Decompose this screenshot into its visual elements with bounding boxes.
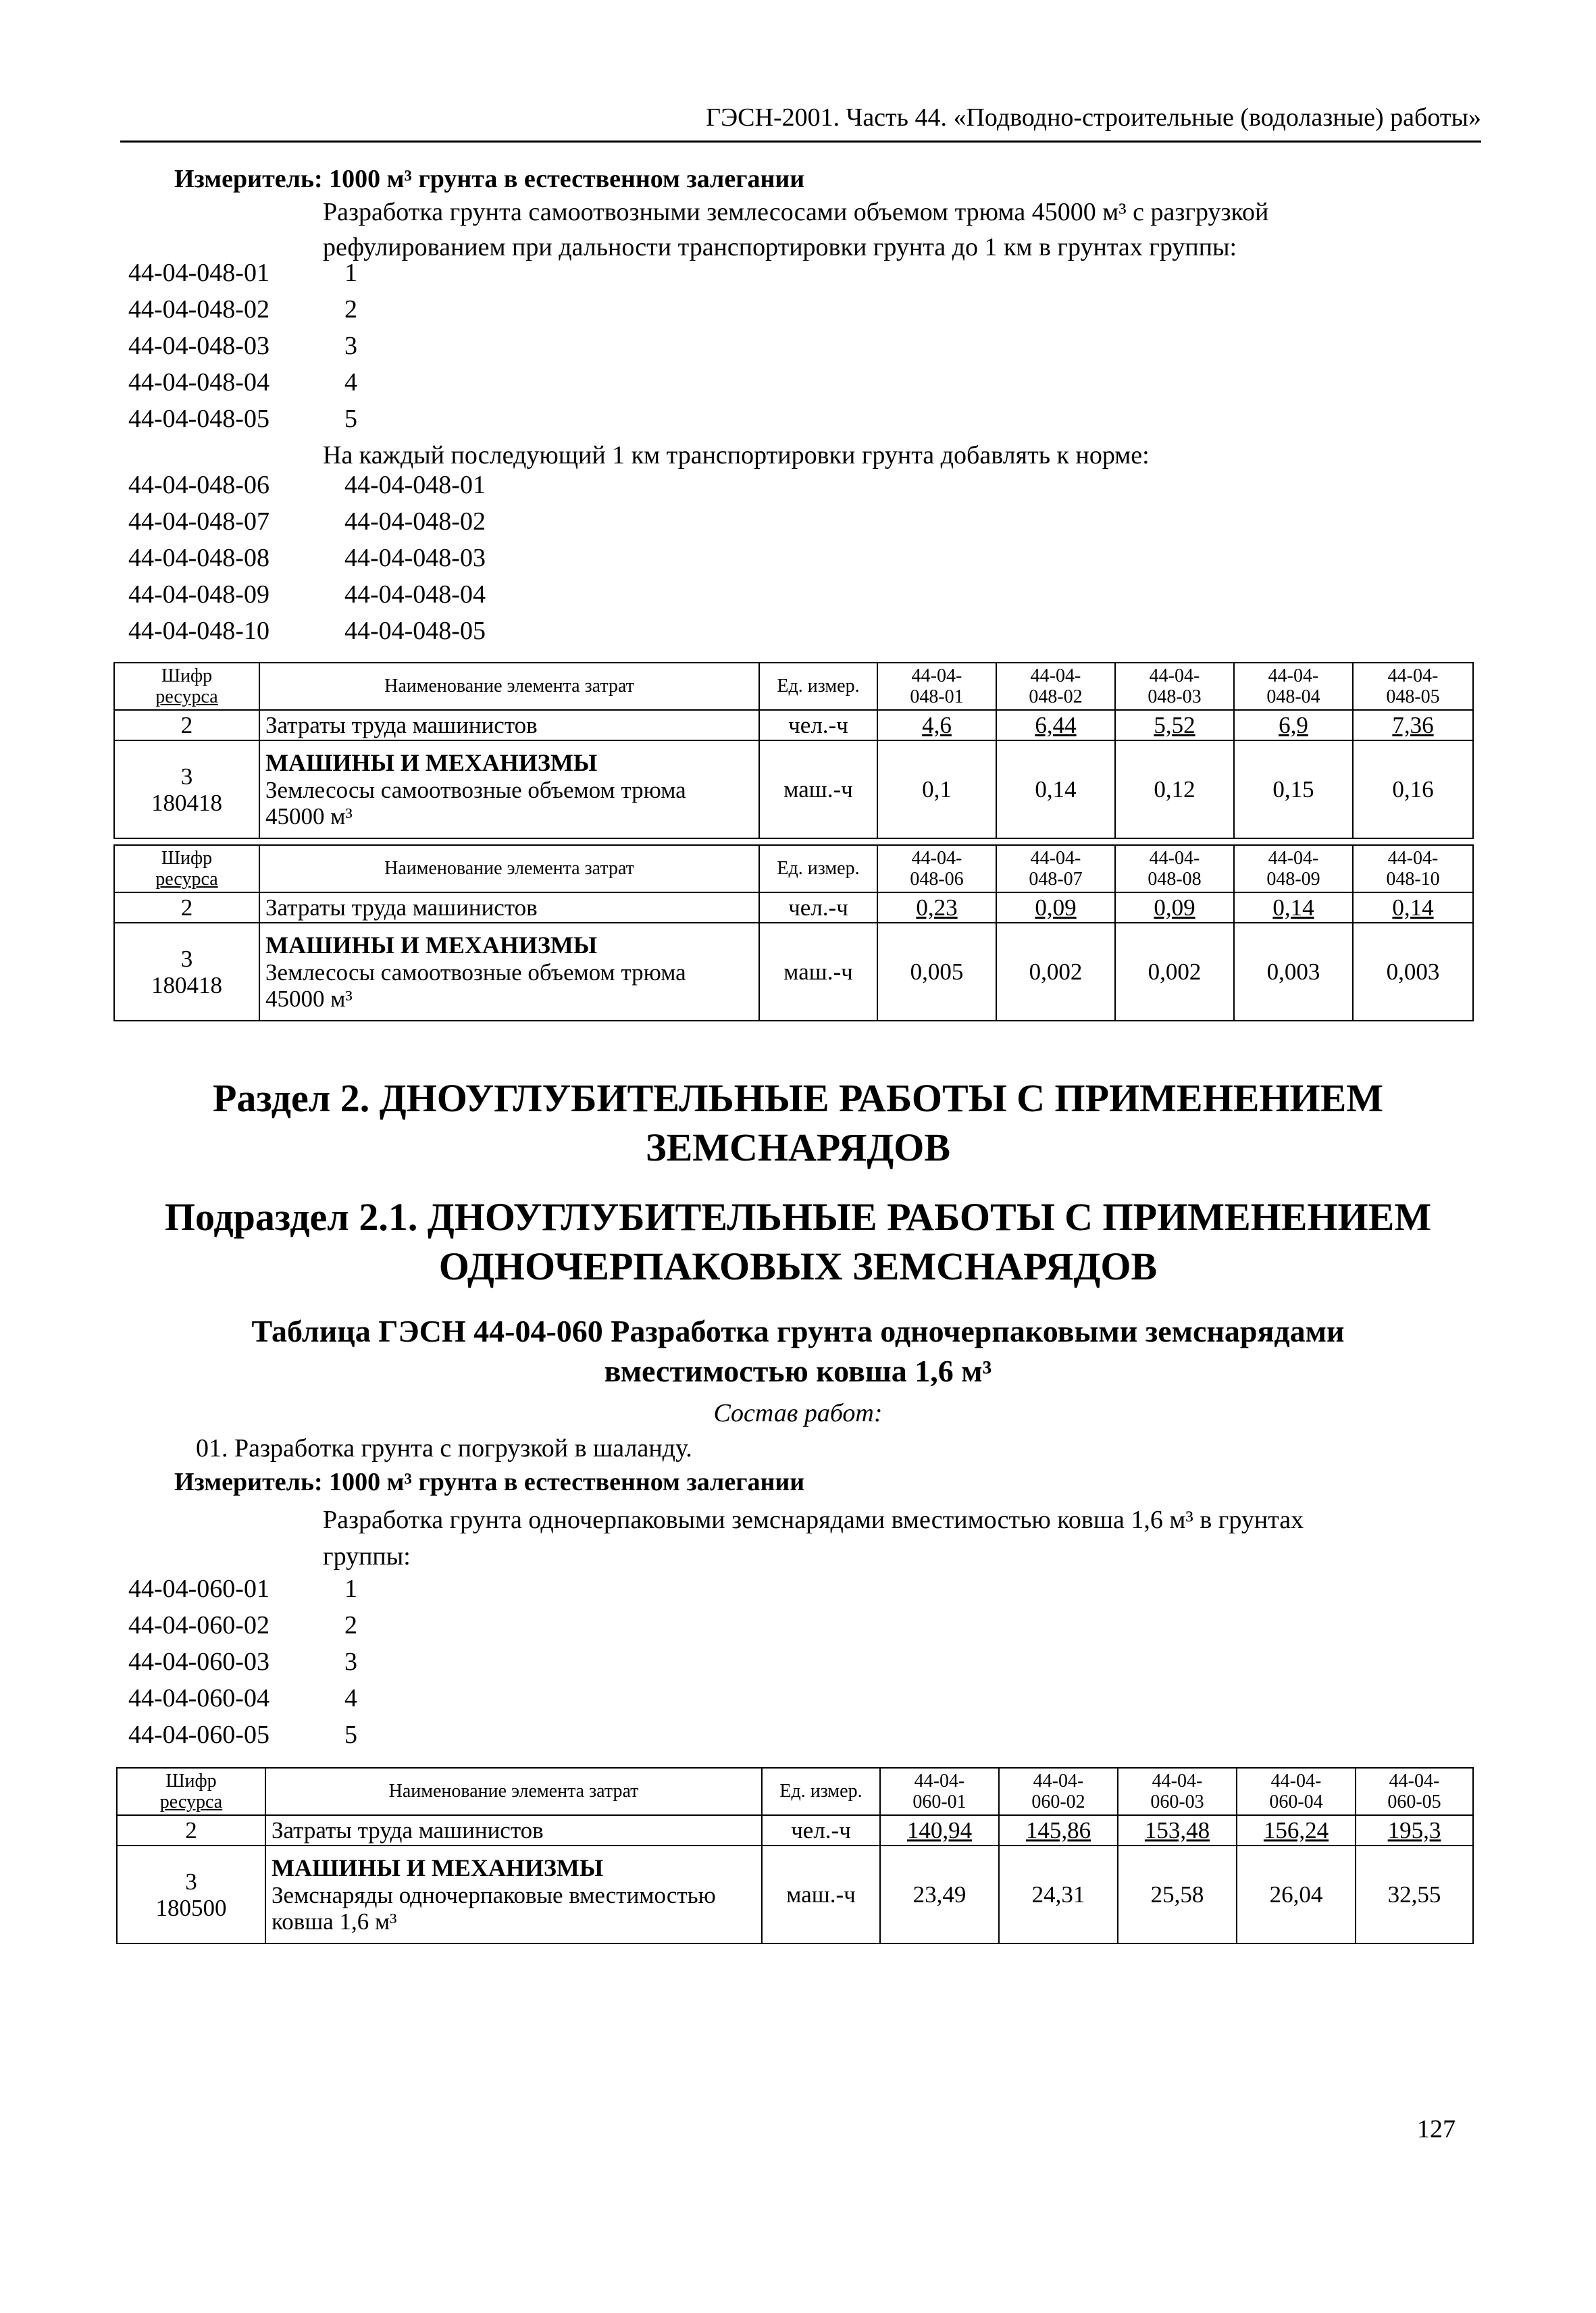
- code-part: 048-05: [1386, 686, 1440, 707]
- value-cell: 32,55: [1356, 1846, 1473, 1943]
- norm-code-header: [1237, 1768, 1356, 1815]
- work-item: 01. Разработка грунта с погрузкой в шаланду.: [196, 1434, 692, 1463]
- value-cell: 195,3: [1356, 1815, 1473, 1846]
- subsection-title-line-1: Подраздел 2.1. ДНОУГЛУБИТЕЛЬНЫЕ РАБОТЫ С ПРИМЕНЕНИЕМ: [164, 1195, 1432, 1239]
- code-part: 048-08: [1148, 869, 1202, 890]
- code-part: 048-07: [1029, 869, 1083, 890]
- name-cell: Затраты труда машинистов: [265, 1815, 762, 1846]
- shifr-header: [114, 845, 259, 892]
- item-name-1: Земснаряды одночерпаковые вместимостью: [272, 1881, 716, 1908]
- code-part: 060-03: [1150, 1791, 1204, 1812]
- value-cell: 0,16: [1353, 740, 1473, 838]
- value-cell: 5,52: [1115, 710, 1234, 740]
- name-cell: [265, 1846, 762, 1943]
- name-cell: [259, 923, 759, 1021]
- norm-table-1: [113, 662, 1474, 839]
- code: 44-04-048-01: [128, 259, 269, 287]
- code-row: [128, 580, 486, 609]
- code-group: 5: [344, 1721, 357, 1749]
- norm-table-2: [113, 844, 1474, 1021]
- norm-code-header: [999, 1768, 1118, 1815]
- code-row: [128, 367, 357, 397]
- shifr-header-2: ресурса: [159, 1791, 223, 1812]
- table-row: [117, 1815, 1473, 1846]
- unit-header: Ед. измер.: [759, 845, 877, 892]
- section-title: [0, 1074, 1596, 1172]
- code-base: 44-04-048-01: [344, 471, 486, 499]
- code-part: 048-03: [1148, 686, 1202, 707]
- measure-heading-1: Измеритель: 1000 м³ грунта в естественном залегании: [174, 165, 805, 193]
- code-row: [128, 1720, 357, 1750]
- shifr-resource: 180418: [151, 789, 222, 816]
- description-line-2: группы:: [323, 1542, 411, 1571]
- shifr-header-1: Шифр: [165, 1770, 217, 1791]
- table-title-line-1: Таблица ГЭСН 44-04-060 Разработка грунта одночерпаковыми земснарядами: [251, 1314, 1345, 1348]
- unit-cell: маш.-ч: [759, 740, 877, 838]
- code-part: 44-04-: [1033, 1770, 1084, 1791]
- value-cell: 156,24: [1237, 1815, 1356, 1846]
- code-part: 44-04-: [911, 665, 962, 686]
- code-row: [128, 1610, 357, 1640]
- code-row: [128, 543, 486, 573]
- shifr-resource: 180500: [155, 1894, 227, 1921]
- code-row: [128, 295, 357, 324]
- code-part: 44-04-: [1030, 665, 1081, 686]
- code-base: 44-04-048-05: [344, 617, 486, 645]
- norm-code-header: [880, 1768, 999, 1815]
- code: 44-04-048-06: [128, 471, 269, 499]
- code-row: [128, 404, 357, 434]
- value-cell: 0,09: [1115, 892, 1234, 923]
- code-part: 44-04-: [1149, 665, 1200, 686]
- norm-table-3: [116, 1767, 1474, 1944]
- code-row: [128, 1647, 357, 1677]
- value-cell: 0,003: [1234, 923, 1353, 1021]
- code-part: 44-04-: [1268, 847, 1319, 869]
- code: 44-04-048-04: [128, 368, 269, 397]
- code-row: [128, 258, 357, 288]
- code-part: 44-04-: [1152, 1770, 1203, 1791]
- value-cell: 0,003: [1353, 923, 1473, 1021]
- value-cell: 0,14: [1234, 892, 1353, 923]
- code: 44-04-048-08: [128, 544, 269, 572]
- unit-header: Ед. измер.: [759, 663, 877, 710]
- description-line-2: рефулированием при дальности транспортировки грунта до 1 км в грунтах группы:: [323, 233, 1237, 261]
- item-name-2: 45000 м³: [265, 985, 353, 1012]
- norm-code-header: [1356, 1768, 1473, 1815]
- code-part: 048-02: [1029, 686, 1083, 707]
- value-cell: 0,005: [877, 923, 996, 1021]
- section-title-line-1: Раздел 2. ДНОУГЛУБИТЕЛЬНЫЕ РАБОТЫ С ПРИМЕНЕНИЕМ: [212, 1076, 1384, 1120]
- item-name-2: 45000 м³: [265, 803, 353, 830]
- shifr-header: [114, 663, 259, 710]
- description-line-1: Разработка грунта самоотвозными землесосами объемом трюма 45000 м³ с разгрузкой: [323, 198, 1269, 226]
- norm-code-header: [1234, 663, 1353, 710]
- measure-heading-2: Измеритель: 1000 м³ грунта в естественном залегании: [174, 1468, 805, 1496]
- shifr-header-2: ресурса: [155, 686, 218, 707]
- code-base: 44-04-048-03: [344, 544, 486, 572]
- value-cell: 153,48: [1118, 1815, 1237, 1846]
- code: 44-04-060-05: [128, 1721, 269, 1749]
- value-cell: 0,14: [996, 740, 1115, 838]
- code: 44-04-060-01: [128, 1575, 269, 1603]
- norm-code-header: [877, 845, 996, 892]
- code-row: [128, 470, 486, 500]
- code-part: 048-01: [910, 686, 964, 707]
- value-cell: 25,58: [1118, 1846, 1237, 1943]
- norm-code-header: [1234, 845, 1353, 892]
- code-part: 44-04-: [1387, 847, 1439, 869]
- item-name-1: Землесосы самоотвозные объемом трюма: [265, 959, 686, 986]
- code-group: 4: [344, 368, 357, 397]
- code-part: 048-09: [1266, 869, 1320, 890]
- shifr-resource: 180418: [151, 971, 222, 998]
- page-number: 127: [1417, 2115, 1456, 2143]
- code-row: [128, 1574, 357, 1604]
- norm-code-header: [1115, 663, 1234, 710]
- value-cell: 7,36: [1353, 710, 1473, 740]
- value-cell: 24,31: [999, 1846, 1118, 1943]
- norm-code-header: [996, 663, 1115, 710]
- code-row: [128, 507, 486, 536]
- code-base: 44-04-048-04: [344, 580, 486, 609]
- value-cell: 0,002: [996, 923, 1115, 1021]
- code-group: 4: [344, 1684, 357, 1712]
- code: 44-04-048-10: [128, 617, 269, 645]
- name-header: Наименование элемента затрат: [265, 1768, 762, 1815]
- machines-heading: МАШИНЫ И МЕХАНИЗМЫ: [265, 749, 598, 777]
- code-part: 44-04-: [1270, 1770, 1322, 1791]
- value-cell: 140,94: [880, 1815, 999, 1846]
- code-part: 44-04-: [1030, 847, 1081, 869]
- value-cell: 0,12: [1115, 740, 1234, 838]
- norm-code-header: [1118, 1768, 1237, 1815]
- value-cell: 26,04: [1237, 1846, 1356, 1943]
- code-part: 44-04-: [914, 1770, 965, 1791]
- machines-heading: МАШИНЫ И МЕХАНИЗМЫ: [272, 1854, 604, 1882]
- table-row: [114, 923, 1473, 1021]
- shifr-group: 3: [185, 1868, 197, 1895]
- norm-code-header: [1115, 845, 1234, 892]
- work-composition-heading: Состав работ:: [713, 1399, 883, 1427]
- value-cell: 0,1: [877, 740, 996, 838]
- value-cell: 6,9: [1234, 710, 1353, 740]
- code-part: 44-04-: [911, 847, 962, 869]
- code: 44-04-060-04: [128, 1684, 269, 1712]
- code: 44-04-048-07: [128, 507, 269, 536]
- value-cell: 0,14: [1353, 892, 1473, 923]
- shifr-cell: [114, 923, 259, 1021]
- code-group: 5: [344, 405, 357, 433]
- code: 44-04-060-03: [128, 1648, 269, 1676]
- unit-header: Ед. измер.: [762, 1768, 880, 1815]
- table-header-row: [114, 845, 1473, 892]
- unit-cell: чел.-ч: [759, 892, 877, 923]
- code: 44-04-048-05: [128, 405, 269, 433]
- name-cell: Затраты труда машинистов: [259, 892, 759, 923]
- value-cell: 145,86: [999, 1815, 1118, 1846]
- table-header-row: [114, 663, 1473, 710]
- header-divider: [120, 141, 1481, 143]
- subsection-title-line-2: ОДНОЧЕРПАКОВЫХ ЗЕМСНАРЯДОВ: [438, 1244, 1158, 1288]
- code-group: 2: [344, 295, 357, 324]
- shifr-header-2: ресурса: [155, 869, 218, 890]
- norm-code-header: [996, 845, 1115, 892]
- shifr-group: 3: [180, 763, 193, 790]
- code-group: 3: [344, 1648, 357, 1676]
- code-row: [128, 331, 357, 361]
- code-group: 1: [344, 259, 357, 287]
- code: 44-04-048-02: [128, 295, 269, 324]
- shifr-header: [117, 1768, 265, 1815]
- shifr-cell: 2: [117, 1815, 265, 1846]
- code-base: 44-04-048-02: [344, 507, 486, 536]
- code-part: 44-04-: [1389, 1770, 1440, 1791]
- code-part: 060-04: [1269, 1791, 1323, 1812]
- shifr-cell: [114, 740, 259, 838]
- name-header: Наименование элемента затрат: [259, 845, 759, 892]
- section-title-line-2: ЗЕМСНАРЯДОВ: [645, 1125, 951, 1169]
- norm-code-header: [1353, 845, 1473, 892]
- table-row: [117, 1846, 1473, 1943]
- norm-code-header: [877, 663, 996, 710]
- unit-cell: маш.-ч: [759, 923, 877, 1021]
- code-part: 048-06: [910, 869, 964, 890]
- shifr-cell: [117, 1846, 265, 1943]
- shifr-header-1: Шифр: [161, 665, 213, 686]
- code-part: 048-04: [1266, 686, 1320, 707]
- norm-code-header: [1353, 663, 1473, 710]
- value-cell: 0,09: [996, 892, 1115, 923]
- unit-cell: чел.-ч: [762, 1815, 880, 1846]
- item-name-1: Землесосы самоотвозные объемом трюма: [265, 776, 686, 803]
- code-group: 3: [344, 332, 357, 360]
- value-cell: 23,49: [880, 1846, 999, 1943]
- table-title-line-2: вместимостью ковша 1,6 м³: [604, 1353, 992, 1388]
- code-group: 2: [344, 1611, 357, 1640]
- unit-cell: маш.-ч: [762, 1846, 880, 1943]
- addon-note: На каждый последующий 1 км транспортировки грунта добавлять к норме:: [323, 441, 1150, 469]
- item-name-2: ковша 1,6 м³: [272, 1908, 397, 1935]
- code-row: [128, 616, 486, 646]
- value-cell: 0,002: [1115, 923, 1234, 1021]
- value-cell: 0,23: [877, 892, 996, 923]
- code-part: 060-02: [1031, 1791, 1085, 1812]
- code-part: 060-01: [912, 1791, 967, 1812]
- code-part: 44-04-: [1268, 665, 1319, 686]
- table-row: [114, 892, 1473, 923]
- running-head: ГЭСН-2001. Часть 44. «Подводно-строительные (водолазные) работы»: [706, 103, 1481, 132]
- code: 44-04-048-09: [128, 580, 269, 609]
- code-part: 44-04-: [1387, 665, 1439, 686]
- code-part: 048-10: [1386, 869, 1440, 890]
- code-part: 060-05: [1387, 1791, 1441, 1812]
- shifr-cell: 2: [114, 710, 259, 740]
- code-part: 44-04-: [1149, 847, 1200, 869]
- subsection-title: [0, 1193, 1596, 1291]
- table-header-row: [117, 1768, 1473, 1815]
- name-cell: Затраты труда машинистов: [259, 710, 759, 740]
- description-line-1: Разработка грунта одночерпаковыми земснарядами вместимостью ковша 1,6 м³ в грунтах: [323, 1506, 1304, 1534]
- name-cell: [259, 740, 759, 838]
- unit-cell: чел.-ч: [759, 710, 877, 740]
- shifr-cell: 2: [114, 892, 259, 923]
- value-cell: 4,6: [877, 710, 996, 740]
- value-cell: 0,15: [1234, 740, 1353, 838]
- shifr-header-1: Шифр: [161, 847, 213, 869]
- machines-heading: МАШИНЫ И МЕХАНИЗМЫ: [265, 932, 598, 959]
- code: 44-04-060-02: [128, 1611, 269, 1640]
- table-title: [0, 1312, 1596, 1392]
- code: 44-04-048-03: [128, 332, 269, 360]
- table-row: [114, 740, 1473, 838]
- shifr-group: 3: [180, 945, 193, 972]
- code-row: [128, 1683, 357, 1713]
- table-row: [114, 710, 1473, 740]
- code-group: 1: [344, 1575, 357, 1603]
- value-cell: 6,44: [996, 710, 1115, 740]
- name-header: Наименование элемента затрат: [259, 663, 759, 710]
